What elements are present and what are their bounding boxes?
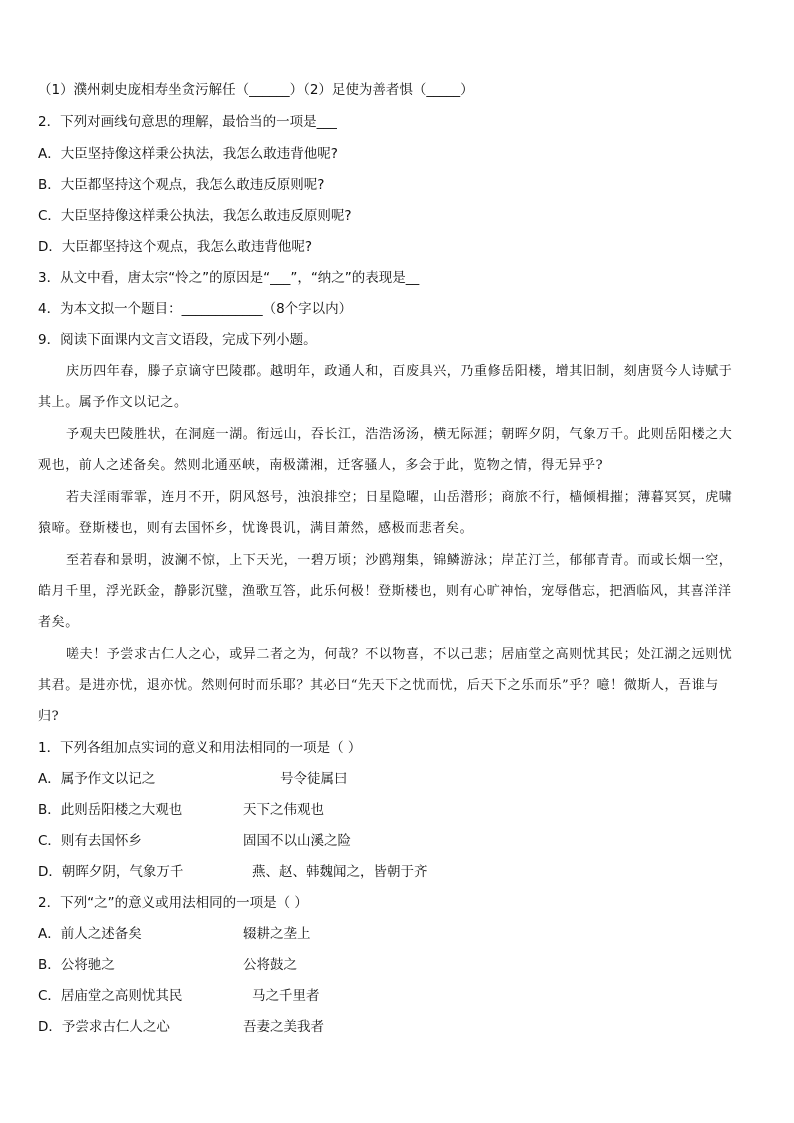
option-right-text: 燕、赵、韩魏闻之，皆朝于齐 xyxy=(252,864,428,880)
q8-sub-questions: （1）濮州刺史庞相寿坐贪污解任（______）（2）足使为善者惧（_____） xyxy=(38,82,474,98)
option-left-text: C．居庙堂之高则忧其民 xyxy=(38,988,183,1004)
q8-q2-option-d: D．大臣都坚持这个观点，我怎么敢违背他呢? xyxy=(38,239,313,255)
q8-q2-option-a: A．大臣坚持像这样秉公执法，我怎么敢违背他呢? xyxy=(38,146,338,162)
passage-p1-line1: 庆历四年春，滕子京谪守巴陵郡。越明年，政通人和，百废具兴，乃重修岳阳楼，增其旧制，刻唐贤今人诗赋于 xyxy=(66,364,733,379)
option-left-text: D．予尝求古仁人之心 xyxy=(38,1019,170,1035)
q9-q1-stem: 1．下列各组加点实词的意义和用法相同的一项是（ ） xyxy=(38,740,362,756)
passage-p1-line2: 其上。属予作文以记之。 xyxy=(38,395,188,410)
q8-q2-option-b: B．大臣都坚持这个观点，我怎么敢违反原则呢? xyxy=(38,177,325,193)
passage-p4-line3: 者矣。 xyxy=(38,615,79,630)
q8-q3-stem: 3．从文中看，唐太宗“怜之”的原因是“___”，“纳之”的表现是__ xyxy=(38,270,420,286)
option-left-text: A．前人之述备矣 xyxy=(38,926,142,942)
option-right-text: 吾妻之美我者 xyxy=(243,1019,324,1035)
option-left-text: D．朝晖夕阴，气象万千 xyxy=(38,864,184,880)
option-left-text: B．此则岳阳楼之大观也 xyxy=(38,802,183,818)
option-right-text: 固国不以山溪之险 xyxy=(243,833,351,849)
option-right-text: 号令徒属曰 xyxy=(280,771,348,787)
passage-p5-line3: 归? xyxy=(38,709,60,724)
option-left-text: C．则有去国怀乡 xyxy=(38,833,142,849)
q8-q4-stem: 4．为本文拟一个题目：____________（8个字以内） xyxy=(38,301,353,317)
option-right-text: 天下之伟观也 xyxy=(243,802,324,818)
q9-heading: 9．阅读下面课内文言文语段，完成下列小题。 xyxy=(38,332,317,348)
option-left-text: A．属予作文以记之 xyxy=(38,771,156,787)
passage-p3-line1: 若夫淫雨霏霏，连月不开，阴风怒号，浊浪排空；日星隐曜，山岳潜形；商旅不行，樯倾楫摧；薄暮冥冥，虎啸 xyxy=(66,490,733,505)
q8-q2-option-c: C．大臣坚持像这样秉公执法，我怎么敢违反原则呢? xyxy=(38,208,352,224)
passage-p3-line2: 猿啼。登斯楼也，则有去国怀乡，忧谗畏讥，满目萧然，感极而悲者矣。 xyxy=(38,521,474,536)
passage-p2-line2: 观也，前人之述备矣。然则北通巫峡，南极潇湘，迁客骚人，多会于此，览物之情，得无异乎? xyxy=(38,458,604,473)
passage-p4-line2: 皓月千里，浮光跃金，静影沉璧，渔歌互答，此乐何极！登斯楼也，则有心旷神怡，宠辱偕忘，把酒临风，其喜洋洋 xyxy=(38,584,732,599)
option-right-text: 公将鼓之 xyxy=(243,957,297,973)
q8-q2-stem: 2．下列对画线句意思的理解，最恰当的一项是___ xyxy=(38,114,337,130)
q9-q2-stem: 2．下列“之”的意义或用法相同的一项是（ ） xyxy=(38,895,308,911)
option-right-text: 辍耕之垄上 xyxy=(243,926,311,942)
passage-p5-line2: 其君。是进亦忧，退亦忧。然则何时而乐耶？其必曰“先天下之忧而忧，后天下之乐而乐”乎？噫！微斯人，吾谁与 xyxy=(38,678,719,693)
option-left-text: B．公将驰之 xyxy=(38,957,115,973)
option-right-text: 马之千里者 xyxy=(252,988,320,1004)
passage-p4-line1: 至若春和景明，波澜不惊，上下天光，一碧万顷；沙鸥翔集，锦鳞游泳；岸芷汀兰，郁郁青青。而或长烟一空， xyxy=(66,553,733,568)
passage-p2-line1: 予观夫巴陵胜状，在洞庭一湖。衔远山，吞长江，浩浩汤汤，横无际涯；朝晖夕阴，气象万千。此则岳阳楼之大 xyxy=(66,427,733,442)
passage-p5-line1: 嗟夫！予尝求古仁人之心，或异二者之为，何哉？不以物喜，不以己悲；居庙堂之高则忧其民；处江湖之远则忧 xyxy=(66,647,733,662)
